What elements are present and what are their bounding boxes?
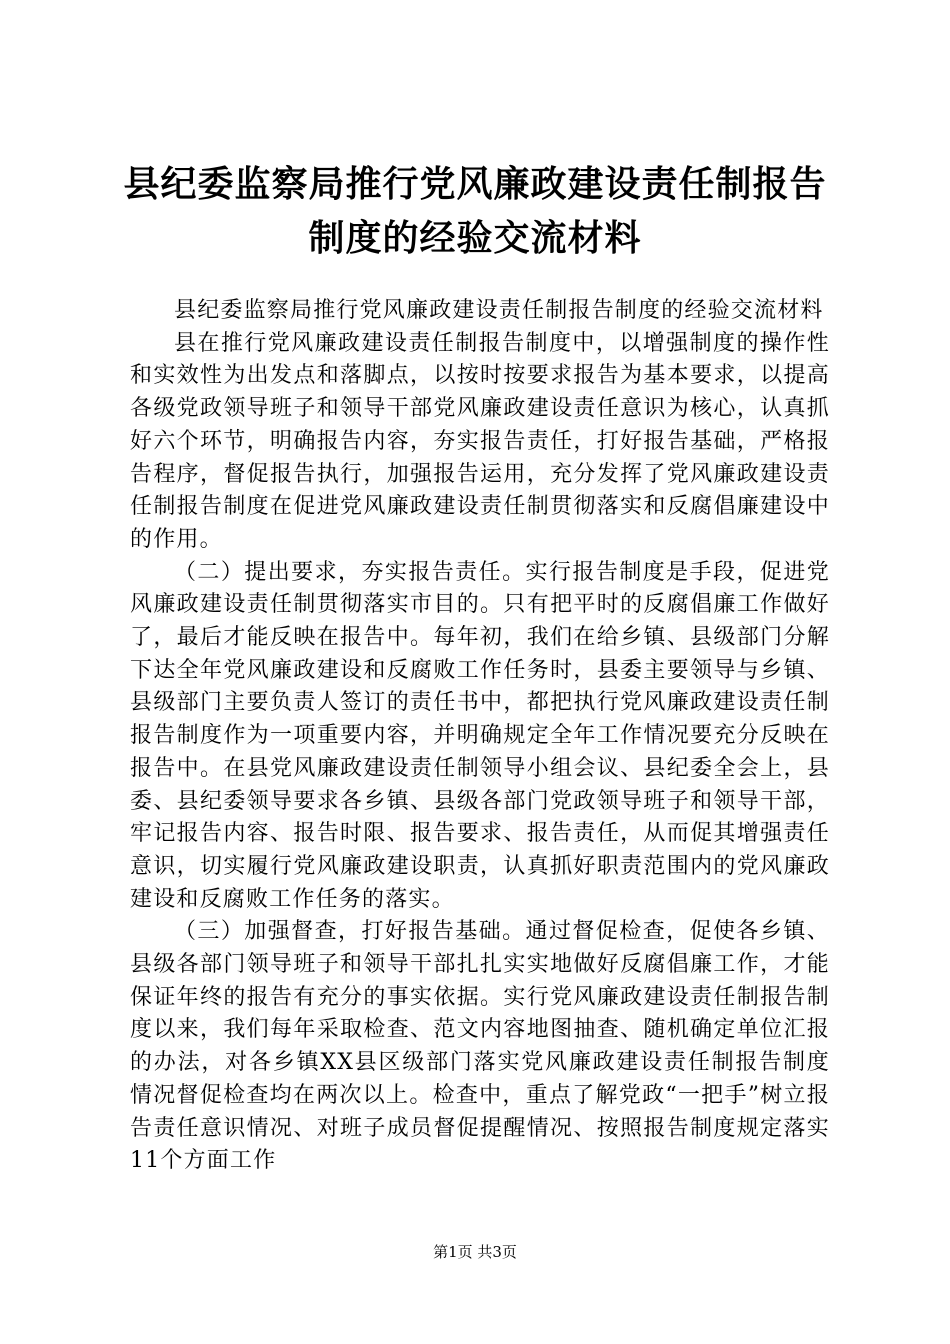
paragraph-section-2: （二）提出要求，夯实报告责任。实行报告制度是手段，促进党风廉政建设责任制贯彻落实市目的。只有把平时的反腐倡廉工作做好了，最后才能反映在报告中。每年初，我们在给乡镇、县级部门分解下达全年党风廉政建设和反腐败工作任务时，县委主要领导与乡镇、县级部门主要负责人签订的责任书中，都把执行党风廉政建设责任制报告制度作为一项重要内容，并明确规定全年工作情况要充分反映在报告中。在县党风廉政建设责任制领导小组会议、县纪委全会上，县委、县纪委领导要求各乡镇、县级各部门党政领导班子和领导干部，牢记报告内容、报告时限、报告要求、报告责任，从而促其增强责任意识，切实履行党风廉政建设职责，认真抓好职责范围内的党风廉政建设和反腐败工作任务的落实。 [130,559,830,912]
document-title: 县纪委监察局推行党风廉政建设责任制报告制度的经验交流材料 [123,164,827,259]
paragraph-subtitle: 县纪委监察局推行党风廉政建设责任制报告制度的经验交流材料 [174,298,824,323]
paragraph-intro: 县在推行党风廉政建设责任制报告制度中，以增强制度的操作性和实效性为出发点和落脚点，以按时按要求报告为基本要求，以提高各级党政领导班子和领导干部党风廉政建设责任意识为核心，认真抓好六个环节，明确报告内容，夯实报告责任，打好报告基础，严格报告程序，督促报告执行，加强报告运用，充分发挥了党风廉政建设责任制报告制度在促进党风廉政建设责任制贯彻落实和反腐倡廉建设中的作用。 [130,330,830,552]
page-number-footer: 第1页 共3页 [433,1243,517,1261]
paragraph-section-3: （三）加强督查，打好报告基础。通过督促检查，促使各乡镇、县级各部门领导班子和领导干部扎扎实实地做好反腐倡廉工作，才能保证年终的报告有充分的事实依据。实行党风廉政建设责任制报告制度以来，我们每年采取检查、范文内容地图抽查、随机确定单位汇报的办法，对各乡镇XX县区级部门落实党风廉政建设责任制报告制度情况督促检查均在两次以上。检查中，重点了解党政“一把手”树立报告责任意识情况、对班子成员督促提醒情况、按照报告制度规定落实11个方面工作 [130,919,830,1174]
document-body [130,295,830,1178]
